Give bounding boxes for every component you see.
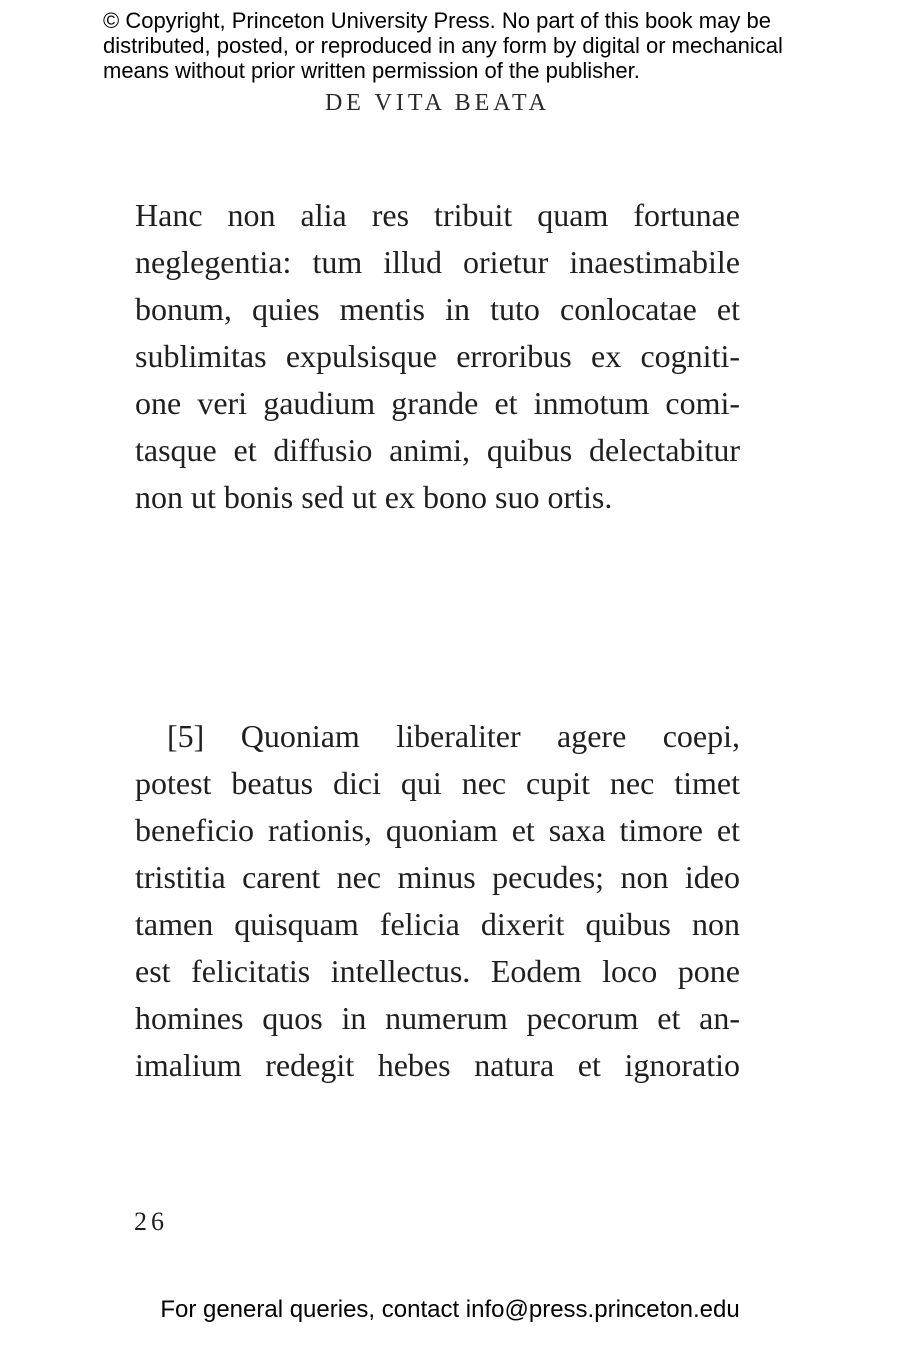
text-line: potest beatus dici qui nec cupit nec timet (135, 765, 740, 801)
text-line: one veri gaudium grande et inmotum comi- (135, 385, 740, 421)
page-number: 26 (134, 1207, 168, 1236)
text-line: [5] Quoniam liberaliter agere coepi, (167, 718, 740, 754)
text-line: est felicitatis intellectus. Eodem loco pone (135, 953, 740, 989)
copyright-line: © Copyright, Princeton University Press. No part of this book may be (103, 8, 771, 33)
copyright-line: distributed, posted, or reproduced in any form by digital or mechanical (103, 33, 783, 58)
text-line: tamen quisquam felicia dixerit quibus non (135, 906, 740, 942)
text-line: non ut bonis sed ut ex bono suo ortis. (135, 479, 613, 515)
footer-contact: For general queries, contact info@press.princeton.edu (160, 1296, 740, 1323)
text-line: Hanc non alia res tribuit quam fortunae (135, 197, 740, 233)
copyright-line: means without prior written permission of the publisher. (103, 58, 640, 83)
latin-paragraph-section-5 (135, 713, 740, 1089)
text-line: tristitia carent nec minus pecudes; non ideo (135, 859, 740, 895)
text-line: sublimitas expulsisque erroribus ex cogniti- (135, 338, 740, 374)
text-line: bonum, quies mentis in tuto conlocatae et (135, 291, 740, 327)
text-line: homines quos in numerum pecorum et an- (135, 1000, 740, 1036)
text-line: tasque et diffusio animi, quibus delectabitur (135, 432, 740, 468)
text-line: beneficio rationis, quoniam et saxa timore et (135, 812, 740, 848)
text-line: imalium redegit hebes natura et ignoratio (135, 1047, 740, 1083)
copyright-notice (103, 8, 823, 83)
text-line: neglegentia: tum illud orietur inaestimabile (135, 244, 740, 280)
latin-paragraph-continuation (135, 192, 740, 521)
running-head: DE VITA BEATA (324, 90, 551, 116)
